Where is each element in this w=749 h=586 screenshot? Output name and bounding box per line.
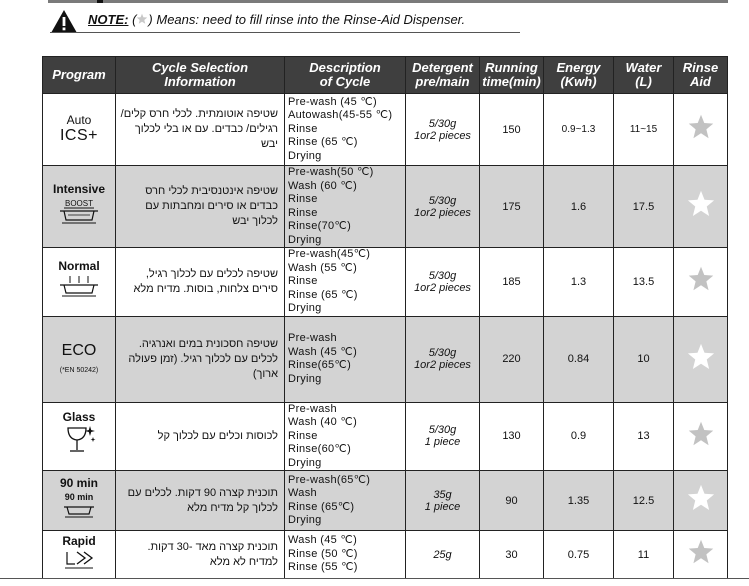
table-row — [43, 471, 728, 531]
step: Pre-wash — [288, 402, 337, 415]
col-running-time — [480, 57, 544, 94]
detergent-amount: 35g — [433, 488, 452, 501]
warning-triangle-icon — [50, 9, 78, 34]
detergent-amount: 5/30g — [428, 117, 457, 130]
step: Wash (40 ℃) — [288, 416, 358, 428]
cycle-info: שטיפה אינטנסיבית לכלי חרס כבדים או סירים ומחבתות עם לכלוך יבש — [116, 166, 285, 248]
table-row — [43, 402, 728, 471]
step: Rinse (55 ℃) — [288, 561, 358, 574]
step: Rinse — [288, 429, 318, 442]
col-cycle-selection-line2: Information — [164, 74, 236, 89]
energy: 0.84 — [544, 316, 614, 402]
step: Rinse — [288, 193, 318, 205]
detergent-cell — [406, 166, 480, 248]
step: Drying — [288, 233, 322, 246]
program-name: Auto — [66, 113, 92, 127]
running-time: 90 — [480, 471, 544, 531]
step: Wash (45 ℃) — [288, 534, 358, 547]
step: Drying — [288, 149, 322, 162]
step: Pre-wash(50 ℃) — [288, 166, 374, 178]
step: Drying — [288, 456, 322, 469]
energy: 1.35 — [544, 471, 614, 531]
col-cycle-selection — [116, 57, 285, 94]
program-cycles-table — [42, 56, 728, 579]
program-cell — [43, 531, 116, 579]
col-detergent-line2: pre/main — [415, 74, 470, 89]
star-icon — [686, 189, 716, 219]
rinse-aid-cell — [674, 94, 728, 166]
step: Pre-wash (45 ℃) — [288, 95, 377, 108]
step: Pre-wash — [288, 332, 337, 344]
detergent-pieces: 1or2 pieces — [414, 206, 471, 219]
step: Rinse (65℃) — [288, 500, 355, 513]
rinse-aid-cell — [674, 471, 728, 531]
col-program — [43, 57, 116, 94]
energy: 0.9~1.3 — [544, 94, 614, 166]
rapid-spray-icon — [61, 548, 97, 570]
water: 11 — [614, 531, 674, 579]
col-water-line2: (L) — [635, 74, 652, 89]
detergent-amount: 5/30g — [428, 424, 457, 437]
step: Wash — [288, 487, 317, 499]
rinse-aid-cell — [674, 166, 728, 248]
star-icon — [687, 113, 715, 141]
cycle-description — [285, 166, 406, 248]
col-detergent — [406, 57, 480, 94]
cycle-info: תוכנית קצרה 90 דקות. לכלים עם לכלוך קל מדיח מלא — [116, 471, 285, 531]
program-cell — [43, 248, 116, 317]
program-name: 90 min — [59, 475, 98, 490]
col-energy-line1: Energy — [556, 60, 601, 75]
eco-standard-label: (*EN 50242) — [59, 367, 99, 374]
detergent-amount: 5/30g — [428, 347, 457, 359]
energy: 1.3 — [544, 248, 614, 317]
col-water — [614, 57, 674, 94]
detergent-cell — [406, 531, 480, 579]
rinse-aid-cell — [674, 316, 728, 402]
glass-sparkle-icon — [59, 424, 99, 456]
detergent-cell — [406, 402, 480, 471]
water: 10 — [614, 316, 674, 402]
cycle-info: שטיפה אוטומתית. לכלי חרס קלים/ רגילים/ כבדים. עם או בלי לכלוך יבש — [116, 94, 285, 166]
star-icon — [687, 265, 715, 293]
step: Rinse — [288, 122, 318, 135]
energy: 1.6 — [544, 166, 614, 248]
running-time: 130 — [480, 402, 544, 471]
top-rule-mark — [97, 0, 103, 3]
note-text — [88, 12, 465, 27]
cycle-info: תוכנית קצרה מאד -30 דקות. למדיח לא מלא — [116, 531, 285, 579]
star-icon — [687, 538, 715, 566]
note-label: NOTE: — [88, 12, 129, 27]
step: Autowash(45-55 ℃) — [288, 109, 393, 122]
normal-basket-icon — [56, 273, 102, 299]
rinse-aid-cell — [674, 402, 728, 471]
running-time: 175 — [480, 166, 544, 248]
energy: 0.75 — [544, 531, 614, 579]
col-energy — [544, 57, 614, 94]
running-time: 30 — [480, 531, 544, 579]
step: Rinse — [288, 275, 318, 287]
note-underline — [50, 32, 520, 33]
cycle-info: שטיפה לכלים עם לכלוך רגיל, סירים צלחות, בוסות. מדיח מלא — [116, 248, 285, 317]
col-rinse-aid-line1: Rinse — [682, 60, 719, 75]
program-cell — [43, 471, 116, 531]
detergent-pieces: 1 piece — [424, 500, 461, 513]
note-description: ) Means: need to fill rinse into the Rinse-Aid Dispenser. — [148, 12, 466, 27]
auto-ics-icon: ICS+ — [59, 127, 98, 144]
bottom-rule — [0, 578, 749, 579]
running-time: 150 — [480, 94, 544, 166]
col-rinse-aid — [674, 57, 728, 94]
cycle-description — [285, 316, 406, 402]
energy: 0.9 — [544, 402, 614, 471]
step: Pre-wash(65℃) — [288, 473, 371, 486]
col-program-label: Program — [52, 67, 106, 82]
col-detergent-line1: Detergent — [412, 60, 473, 75]
col-running-time-line1: Running — [485, 60, 538, 75]
cycle-info: לכוסות וכלים עם לכלוך קל — [116, 402, 285, 471]
star-icon — [136, 13, 148, 25]
step: Rinse(70℃) — [288, 220, 352, 232]
top-rule — [48, 0, 728, 3]
detergent-pieces: 1or2 pieces — [414, 281, 471, 294]
program-cell — [43, 402, 116, 471]
col-description — [285, 57, 406, 94]
step: Rinse (65 ℃) — [288, 136, 358, 149]
step: Pre-wash(45℃) — [288, 248, 371, 260]
detergent-pieces: 1or2 pieces — [414, 359, 471, 371]
table-row — [43, 166, 728, 248]
detergent-cell — [406, 471, 480, 531]
cycle-info: שטיפה חסכונית במים ואנרגיה. לכלים עם לכלוך רגיל. (זמן פעולה ארוך) — [116, 316, 285, 402]
detergent-amount: 5/30g — [428, 194, 457, 207]
intensive-pot-icon — [56, 196, 102, 226]
water: 13 — [614, 402, 674, 471]
step: Drying — [288, 514, 322, 526]
col-cycle-selection-line1: Cycle Selection — [151, 60, 249, 75]
header-row — [43, 57, 728, 94]
star-icon — [686, 483, 716, 513]
star-icon — [686, 342, 716, 372]
rinse-aid-cell — [674, 531, 728, 579]
program-cell — [43, 166, 116, 248]
detergent-cell — [406, 316, 480, 402]
cycle-description — [285, 94, 406, 166]
running-time: 185 — [480, 248, 544, 317]
table-row — [43, 531, 728, 579]
note-open-paren: ( — [132, 12, 137, 27]
running-time: 220 — [480, 316, 544, 402]
table-row — [43, 248, 728, 317]
col-energy-line2: (Kwh) — [560, 74, 597, 89]
step: Rinse(60℃) — [288, 443, 352, 455]
water: 11~15 — [614, 94, 674, 166]
water: 17.5 — [614, 166, 674, 248]
detergent-cell — [406, 248, 480, 317]
step: Wash (55 ℃) — [288, 261, 358, 274]
step: Rinse(65℃) — [288, 359, 352, 371]
step: Rinse — [288, 206, 318, 219]
ninety-min-icon — [58, 490, 100, 520]
step: Rinse (65 ℃) — [288, 288, 358, 301]
rinse-aid-cell — [674, 248, 728, 317]
col-rinse-aid-line2: Aid — [690, 74, 711, 89]
step: Wash (45 ℃) — [288, 345, 358, 358]
program-name: Normal — [58, 258, 100, 273]
detergent-cell — [406, 94, 480, 166]
program-cell — [43, 316, 116, 402]
program-name: Rapid — [62, 533, 96, 548]
water: 13.5 — [614, 248, 674, 317]
col-description-line2: of Cycle — [319, 74, 371, 89]
cycle-description — [285, 531, 406, 579]
program-name: Intensive — [52, 181, 106, 196]
rinse-aid-note — [50, 7, 570, 35]
col-description-line1: Description — [309, 60, 381, 75]
star-icon — [687, 420, 715, 448]
detergent-amount: 25g — [433, 548, 452, 561]
table-row — [43, 94, 728, 166]
step: Drying — [288, 302, 322, 314]
water: 12.5 — [614, 471, 674, 531]
table-row — [43, 316, 728, 402]
col-running-time-line2: time(min) — [482, 74, 541, 89]
col-water-line1: Water — [625, 60, 662, 75]
program-name: Glass — [62, 410, 96, 425]
cycle-description — [285, 402, 406, 471]
step: Drying — [288, 372, 322, 385]
ninety-min-label: 90 min — [64, 491, 94, 502]
detergent-amount: 5/30g — [428, 269, 457, 282]
boost-label: BOOST — [64, 198, 94, 208]
step: Rinse (50 ℃) — [288, 547, 358, 560]
cycle-description — [285, 248, 406, 317]
program-name: ECO — [61, 342, 97, 359]
detergent-pieces: 1or2 pieces — [414, 129, 471, 142]
program-cell — [43, 94, 116, 166]
cycle-description — [285, 471, 406, 531]
step: Wash (60 ℃) — [288, 179, 358, 192]
detergent-pieces: 1 piece — [424, 436, 461, 449]
